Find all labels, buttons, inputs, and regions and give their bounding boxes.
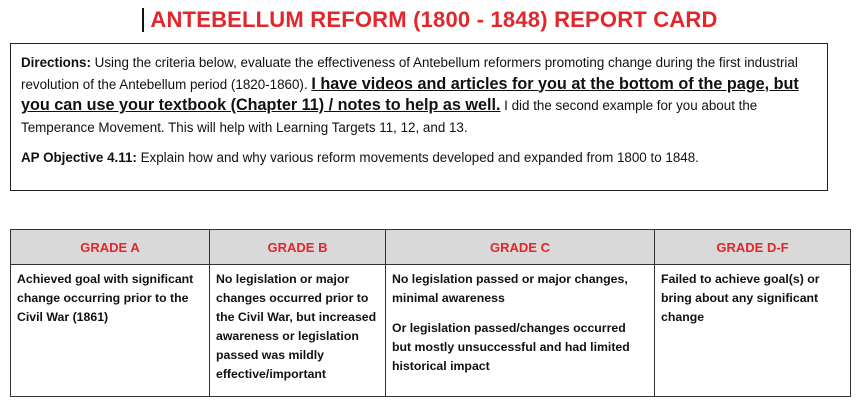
directions-text-2: I did the second example for you about the Temperance Movement. This will help with Learning Targets 11, 12, and 13. xyxy=(21,98,758,135)
directions-emphasis: I have videos and articles for you at the bottom of the page, but you can use your textbook (Chapter 11) / notes to help as well. xyxy=(21,74,799,114)
title-wrap xyxy=(0,8,860,32)
criteria-grade-a: Achieved goal with significant change occurring prior to the Civil War (1861) xyxy=(11,265,210,397)
grades-criteria-row xyxy=(11,265,851,397)
criteria-grade-b: No legislation or major changes occurred prior to the Civil War, but increased awareness or legislation passed was mildly effective/important xyxy=(210,265,386,397)
page-title: ANTEBELLUM REFORM (1800 - 1848) REPORT CARD xyxy=(142,8,717,32)
objective-label: AP Objective 4.11: xyxy=(21,150,137,165)
criteria-grade-c-2: Or legislation passed/changes occurred but mostly unsuccessful and had limited historical impact xyxy=(392,321,630,373)
objective-text: Explain how and why various reform movements developed and expanded from 1800 to 1848. xyxy=(136,150,699,165)
header-grade-a: GRADE A xyxy=(11,230,210,265)
directions-paragraph xyxy=(21,52,817,138)
directions-box xyxy=(10,43,828,191)
criteria-grade-df: Failed to achieve goal(s) or bring about any significant change xyxy=(655,265,851,397)
header-grade-c: GRADE C xyxy=(386,230,655,265)
grades-header-row xyxy=(11,230,851,265)
grades-table xyxy=(10,229,851,397)
header-grade-b: GRADE B xyxy=(210,230,386,265)
header-grade-df: GRADE D-F xyxy=(655,230,851,265)
objective-paragraph xyxy=(21,147,817,169)
directions-label: Directions: xyxy=(21,55,91,70)
criteria-grade-c xyxy=(386,265,655,397)
directions-text: Using the criteria below, evaluate the effectiveness of Antebellum reformers promoting change during the first industrial revolution of the Antebellum period (1820-1860). xyxy=(21,55,798,92)
criteria-grade-c-1: No legislation passed or major changes, minimal awareness xyxy=(392,272,628,305)
